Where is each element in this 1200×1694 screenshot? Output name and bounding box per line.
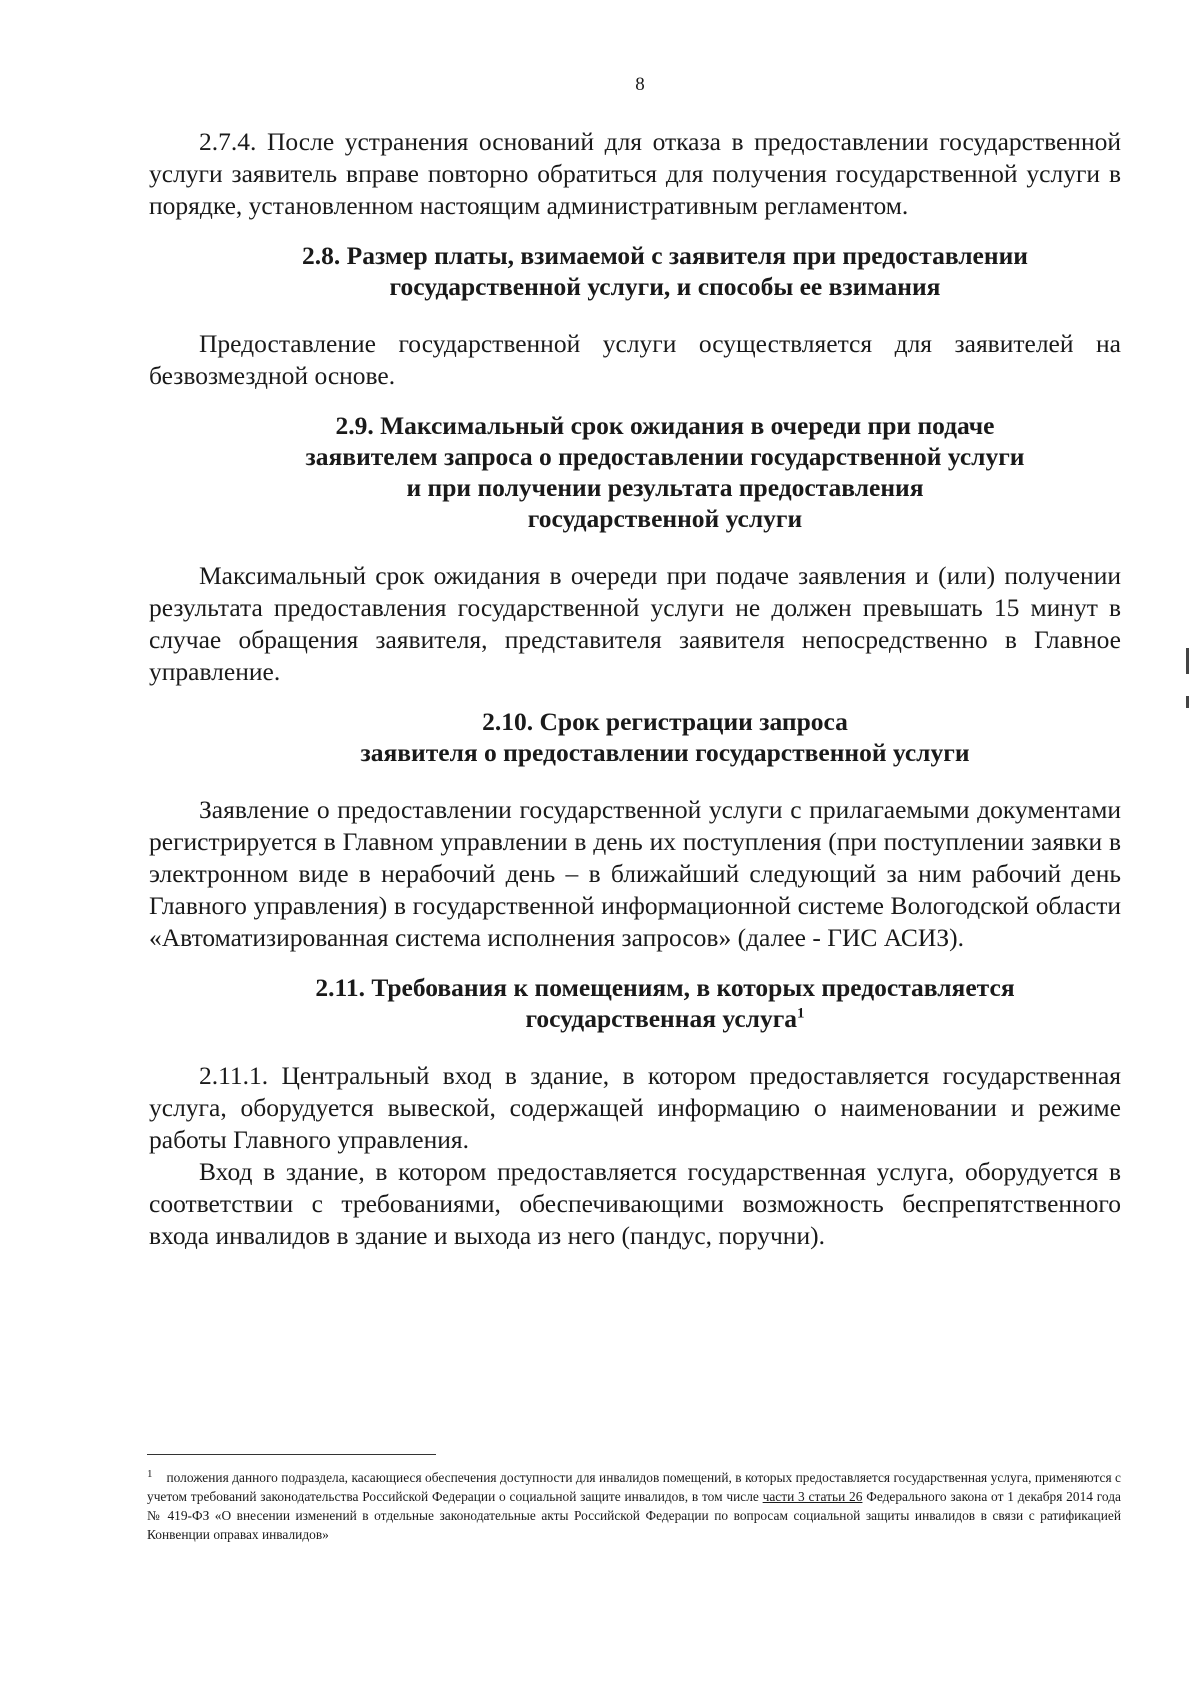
scan-mark [1186, 648, 1189, 674]
footnote-law-link[interactable]: части 3 статьи 26 [762, 1489, 863, 1504]
footnote-text-after: Федерального закона от 1 декабря 2014 года № 419-ФЗ «О внесении изменений в отдельные законодательные акты Российской Федерации по вопросам социальной защиты инвалидов в связи с ратификацией Конвенции оправах инвалидов» [147, 1489, 1121, 1542]
scan-mark [1186, 696, 1189, 708]
footnote-number: 1 [147, 1467, 153, 1480]
heading-2-8 [149, 240, 1121, 302]
footnote-separator [147, 1454, 436, 1455]
paragraph-2-10: Заявление о предоставлении государственной услуги с прилагаемыми документами регистрируется в Главном управлении в день их поступления (при поступлении заявки в электронном виде в нерабочий день – в ближайший следующий за ним рабочий день Главного управления) в государственной информационной системе Вологодской области «Автоматизированная система исполнения запросов» (далее - ГИС АСИЗ). [149, 795, 1121, 952]
paragraph-2-9: Максимальный срок ожидания в очереди при подаче заявления и (или) получении результата предоставления государственной услуги не должен превышать 15 минут в случае обращения заявителя, представителя заявителя непосредственно в Главное управление. [149, 561, 1121, 686]
heading-2-9-line2: заявителем запроса о предоставлении государственной услуги [305, 442, 1025, 471]
paragraph-2-8: Предоставление государственной услуги осуществляется для заявителей на безвозмездной основе. [149, 329, 1121, 390]
heading-2-9 [149, 410, 1121, 534]
footnote-reference[interactable]: 1 [797, 1005, 805, 1022]
paragraph-2-11-1: 2.11.1. Центральный вход в здание, в котором предоставляется государственная услуга, оборудуется вывеской, содержащей информацию о наименовании и режиме работы Главного управления. [149, 1061, 1121, 1154]
footnote-text-before: положения данного подраздела, касающиеся обеспечения доступности для инвалидов помещений, в которых предоставляется государственная услуга, применяются с учетом требований законодательства Российской Федерации о социальной защите инвалидов, в том числе [147, 1470, 1121, 1504]
heading-2-9-line3: и при получении результата предоставления [406, 473, 924, 502]
footnote [147, 1468, 1121, 1544]
page-number: 8 [635, 74, 645, 95]
scan-artifact-marks [1186, 648, 1189, 730]
heading-2-10-line2: заявителя о предоставлении государственной услуги [360, 738, 970, 767]
heading-2-11-line2-text: государственная услуга [525, 1004, 798, 1033]
heading-2-11 [149, 972, 1121, 1034]
heading-2-9-line1: 2.9. Максимальный срок ожидания в очереди при подаче [335, 411, 995, 440]
document-body [149, 126, 1121, 1252]
heading-2-11-line2 [209, 1003, 1121, 1034]
paragraph-2-7-4: 2.7.4. После устранения оснований для отказа в предоставлении государственной услуги заявитель вправе повторно обратиться для получения государственной услуги в порядке, установленном настоящим административным регламентом. [149, 127, 1121, 220]
heading-2-8-line1: 2.8. Размер платы, взимаемой с заявителя при предоставлении [302, 241, 1028, 270]
paragraph-2-11-1-entrance: Вход в здание, в котором предоставляется государственная услуга, оборудуется в соответствии с требованиями, обеспечивающими возможность беспрепятственного входа инвалидов в здание и выхода из него (пандус, поручни). [149, 1157, 1121, 1250]
heading-2-10-line1: 2.10. Срок регистрации запроса [482, 707, 848, 736]
heading-2-11-line1: 2.11. Требования к помещениям, в которых предоставляется [315, 973, 1015, 1002]
heading-2-10 [149, 706, 1121, 768]
heading-2-8-line2: государственной услуги, и способы ее взимания [389, 272, 941, 301]
heading-2-9-line4: государственной услуги [527, 504, 803, 533]
